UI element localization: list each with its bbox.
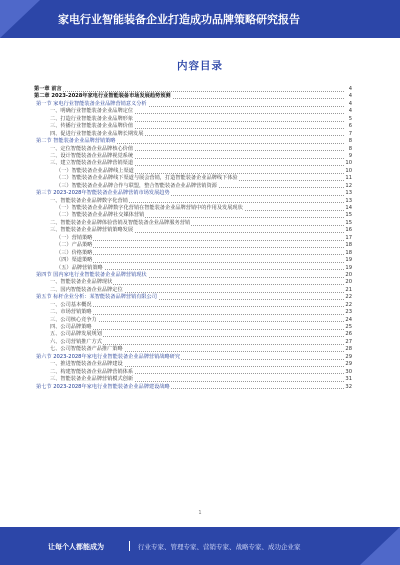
toc-leader-dots [50,306,344,307]
toc-entry-page: 8 [348,138,352,145]
toc-entry-title: （一）营销策略 [56,234,93,241]
toc-leader-dots [50,329,344,330]
toc-entry-page: 23 [345,309,352,316]
toc-entry-title: 一、推进智能装备企业品牌建设 [50,361,123,368]
toc-entry-page: 29 [345,353,352,360]
toc-entry-title: 第七节 2023-2028年家电行业智能装备企业品牌建设战略 [36,383,170,390]
toc-entry[interactable] [34,212,352,219]
toc-entry-title: 三、公司核心竞争力 [50,316,97,323]
toc-entry-page: 20 [345,271,352,278]
toc-entry-title: （一）智能装备企业品牌线上渠道 [56,167,134,174]
toc-entry[interactable] [34,93,352,100]
toc-entry[interactable] [34,265,352,272]
toc-entry-title: 四、促进行业智能装备企业品牌长期发展 [50,130,144,137]
toc-entry-page: 10 [345,167,352,174]
footer-separator [129,541,130,551]
toc-entry-title: （三）智能装备企业品牌合作与联盟，整合智能装备企业品牌营销资源 [56,182,217,189]
toc-entry-title: 五、公司品牌发展规划 [50,331,102,338]
toc-entry[interactable] [34,257,352,264]
toc-entry[interactable] [34,331,352,338]
toc-entry[interactable] [34,279,352,286]
toc-entry-title: 第二章 2023-2028年家电行业智能装备市场发展趋势预测 [34,93,171,100]
toc-entry[interactable] [34,183,352,190]
toc-entry-page: 27 [345,338,352,345]
toc-leader-dots [56,262,344,263]
toc-entry-title: 第六节 2023-2028年家电行业智能装备企业品牌营销战略研究 [36,353,181,360]
toc-entry-page: 4 [348,108,352,115]
toc-entry-title: 一、智能装备企业品牌现状 [50,279,113,286]
toc-entry-page: 24 [345,316,352,323]
toc-entry-page: 6 [348,123,352,130]
toc-entry-title: 二、构建智能装备企业品牌营销体系 [50,368,134,375]
toc-entry-page: 11 [345,175,352,182]
report-title: 家电行业智能装备企业打造成功品牌策略研究报告 [58,13,300,26]
toc-entry-title: 二、智能装备企业品牌体验营销及智能装备企业品牌服务营销 [50,219,191,226]
toc-entry[interactable] [34,384,352,391]
toc-entry-page: 16 [345,227,352,234]
table-of-contents [34,86,352,391]
toc-entry-page: 4 [348,100,352,107]
toc-entry-title: 第三节 2023-2028年智能装备企业品牌营销市场发展趋势 [36,190,170,197]
toc-entry-page: 19 [345,264,352,271]
toc-entry-page: 25 [345,324,352,330]
toc-entry-title: 二、国内智能装备企业品牌定位 [50,286,123,293]
toc-entry[interactable] [34,123,352,130]
toc-entry-page: 14 [345,205,352,211]
toc-entry[interactable] [34,138,352,145]
toc-entry-page: 7 [348,130,352,137]
footer-brand: 让每个人都能成为 [48,543,104,551]
toc-entry-title: 第二节 智能装备企业品牌营销策略 [36,138,116,145]
footer-accent-shape [360,527,400,565]
toc-entry-title: 三、建立智能装备企业品牌营销渠道 [50,160,134,167]
toc-entry-page: 5 [348,115,352,122]
toc-entry-title: 三、智能装备企业品牌营销策略发展 [50,227,134,234]
toc-entry-title: 第一章 前言 [34,86,62,92]
toc-entry[interactable] [34,294,352,301]
toc-entry-page: 29 [345,361,352,368]
toc-entry[interactable] [34,242,352,249]
toc-entry[interactable] [34,227,352,234]
toc-entry[interactable] [34,309,352,316]
toc-entry-title: 二、市场营销策略 [50,309,92,316]
toc-entry[interactable] [34,250,352,257]
toc-entry-page: 12 [345,182,352,189]
toc-entry[interactable] [34,131,352,138]
toc-heading: 内容目录 [177,60,223,72]
toc-entry[interactable] [34,175,352,182]
toc-entry-page: 31 [345,376,352,383]
header-banner [0,0,400,38]
toc-entry-title: （五）品牌营销策略 [56,264,103,271]
toc-entry-title: （三）价格策略 [56,249,93,256]
toc-entry-page: 21 [345,286,352,293]
toc-entry-title: 七、公司智能装备产品推广策略 [50,346,123,353]
toc-entry[interactable] [34,108,352,115]
toc-entry-page: 9 [348,152,352,159]
toc-leader-dots [56,254,344,255]
toc-entry-page: 20 [345,279,352,286]
toc-entry-page: 22 [345,294,352,301]
toc-entry-page: 4 [348,86,352,92]
toc-entry[interactable] [34,146,352,153]
toc-entry-title: 一、明确行业智能装备企业品牌定位 [50,108,134,115]
toc-entry-title: 三、智能装备企业品牌营销模式创新 [50,376,134,383]
toc-entry-title: 一、智能装备企业品牌数字化营销 [50,197,128,204]
toc-entry-title: 第四节 国内家电行业智能装备企业品牌营销现状 [36,271,147,278]
toc-entry-page: 17 [345,234,352,241]
toc-entry[interactable] [34,302,352,309]
toc-entry-title: （一）智能装备企业品牌数字化营销在智能装备企业品牌营销中的作用及发展现状 [56,205,243,211]
toc-entry-title: 第五节 标杆企业分析：某智能装备品牌营销有限公司 [36,294,157,301]
toc-entry-page: 8 [348,145,352,152]
toc-entry-page: 26 [345,331,352,338]
toc-entry-page: 19 [345,257,352,264]
toc-entry-page: 30 [345,368,352,375]
toc-entry-page: 10 [345,160,352,167]
toc-entry[interactable] [34,160,352,167]
toc-entry-title: 一、定位智能装备企业品牌核心价值 [50,145,134,152]
toc-entry-page: 28 [345,346,352,353]
toc-entry-title: 第一节 家电行业智能装备企业品牌营销意义分析 [36,100,147,107]
toc-leader-dots [56,240,344,241]
toc-entry[interactable] [34,198,352,205]
toc-entry-title: 二、打造行业智能装备企业品牌形象 [50,115,134,122]
toc-entry-page: 22 [345,301,352,308]
toc-entry-page: 13 [345,190,352,197]
footer-tagline: 行业专家、管理专家、营销专家、战略专家、成功企业家 [138,543,301,551]
toc-leader-dots [34,91,344,92]
page-number: 1 [198,510,202,516]
toc-entry-page: 4 [348,93,352,100]
toc-entry-title: 六、公司营销推广方式 [50,338,102,345]
toc-entry[interactable] [34,361,352,368]
footer-banner [0,527,400,565]
toc-entry-page: 13 [345,197,352,204]
toc-entry-page: 15 [345,219,352,226]
toc-entry-title: 二、设计智能装备企业品牌视觉系统 [50,152,134,159]
toc-entry-title: （四）渠道策略 [56,257,93,264]
toc-leader-dots [50,314,344,315]
toc-entry-title: 一、公司基本概况 [50,301,92,308]
toc-entry[interactable] [34,369,352,376]
toc-entry[interactable] [34,317,352,324]
toc-entry-page: 18 [345,249,352,256]
toc-entry[interactable] [34,376,352,383]
toc-entry-title: 三、传播行业智能装备企业品牌价值 [50,123,134,130]
toc-entry-title: （二）产品策略 [56,242,93,249]
toc-entry-page: 15 [345,212,352,219]
toc-entry[interactable] [34,346,352,353]
toc-entry-title: （二）智能装备企业品牌线下渠道与展会营销，打造智能装备企业品牌线下体验 [56,175,238,182]
toc-entry-title: （二）智能装备企业品牌社交媒体营销 [56,212,145,219]
toc-entry-page: 32 [345,383,352,390]
header-accent-shape [0,0,40,38]
toc-entry-page: 18 [345,242,352,249]
toc-entry-title: 四、公司品牌策略 [50,324,92,330]
toc-entry[interactable] [34,190,352,197]
toc-leader-dots [56,247,344,248]
